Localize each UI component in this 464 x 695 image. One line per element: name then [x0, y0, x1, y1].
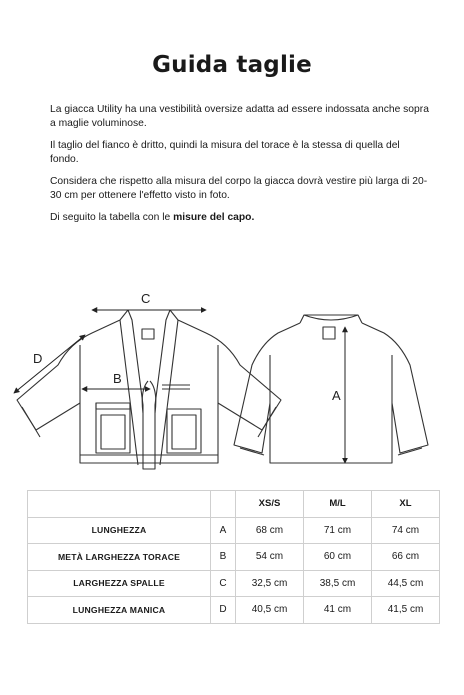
row-label: LARGHEZZA SPALLE — [28, 570, 211, 597]
row-code: A — [211, 517, 236, 544]
dimension-d — [14, 335, 85, 393]
jacket-illustration — [0, 285, 464, 485]
table-intro-bold: misure del capo. — [173, 212, 255, 223]
row-value: 41,5 cm — [372, 597, 440, 624]
table-intro-text: Di seguito la tabella con le — [50, 212, 174, 223]
intro-paragraph-table — [50, 211, 430, 225]
row-value: 54 cm — [236, 544, 304, 571]
dimension-d-label: D — [33, 351, 43, 366]
row-value: 71 cm — [304, 517, 372, 544]
row-value: 38,5 cm — [304, 570, 372, 597]
jacket-back — [234, 315, 428, 463]
row-label: LUNGHEZZA — [28, 517, 211, 544]
row-value: 68 cm — [236, 517, 304, 544]
header-empty-cell — [28, 491, 211, 518]
intro-paragraph-sizing: Considera che rispetto alla misura del corpo la giacca dovrà vestire più larga di 20-30 cm per ottenere l'effetto visto in foto. — [50, 176, 428, 201]
header-size-xs-s: XS/S — [236, 491, 304, 518]
table-row — [28, 570, 440, 597]
row-code: C — [211, 570, 236, 597]
table-row — [28, 517, 440, 544]
size-table-header-row — [28, 491, 440, 518]
row-value: 60 cm — [304, 544, 372, 571]
header-size-xl: XL — [372, 491, 440, 518]
dimension-c-label: C — [141, 291, 151, 306]
intro-paragraph-cut: Il taglio del fianco è dritto, quindi la misura del torace è la stessa di quella del fondo. — [50, 140, 400, 165]
header-empty-code-cell — [211, 491, 236, 518]
dimension-c — [92, 291, 206, 310]
row-value: 32,5 cm — [236, 570, 304, 597]
jacket-diagram — [0, 285, 464, 485]
intro-paragraph-fit: La giacca Utility ha una vestibilità oversize adatta ad essere indossata anche sopra a maglie voluminose. — [50, 104, 429, 129]
dimension-a — [332, 327, 345, 463]
page-title: Guida taglie — [152, 52, 312, 78]
row-value: 74 cm — [372, 517, 440, 544]
row-label: LUNGHEZZA MANICA — [28, 597, 211, 624]
dimension-a-label: A — [332, 388, 341, 403]
dimension-b-label: B — [113, 371, 122, 386]
row-label: METÀ LARGHEZZA TORACE — [28, 544, 211, 571]
row-value: 44,5 cm — [372, 570, 440, 597]
size-table — [27, 490, 440, 624]
row-value: 66 cm — [372, 544, 440, 571]
header-size-m-l: M/L — [304, 491, 372, 518]
row-value: 40,5 cm — [236, 597, 304, 624]
row-code: D — [211, 597, 236, 624]
row-value: 41 cm — [304, 597, 372, 624]
row-code: B — [211, 544, 236, 571]
table-row — [28, 544, 440, 571]
table-row — [28, 597, 440, 624]
